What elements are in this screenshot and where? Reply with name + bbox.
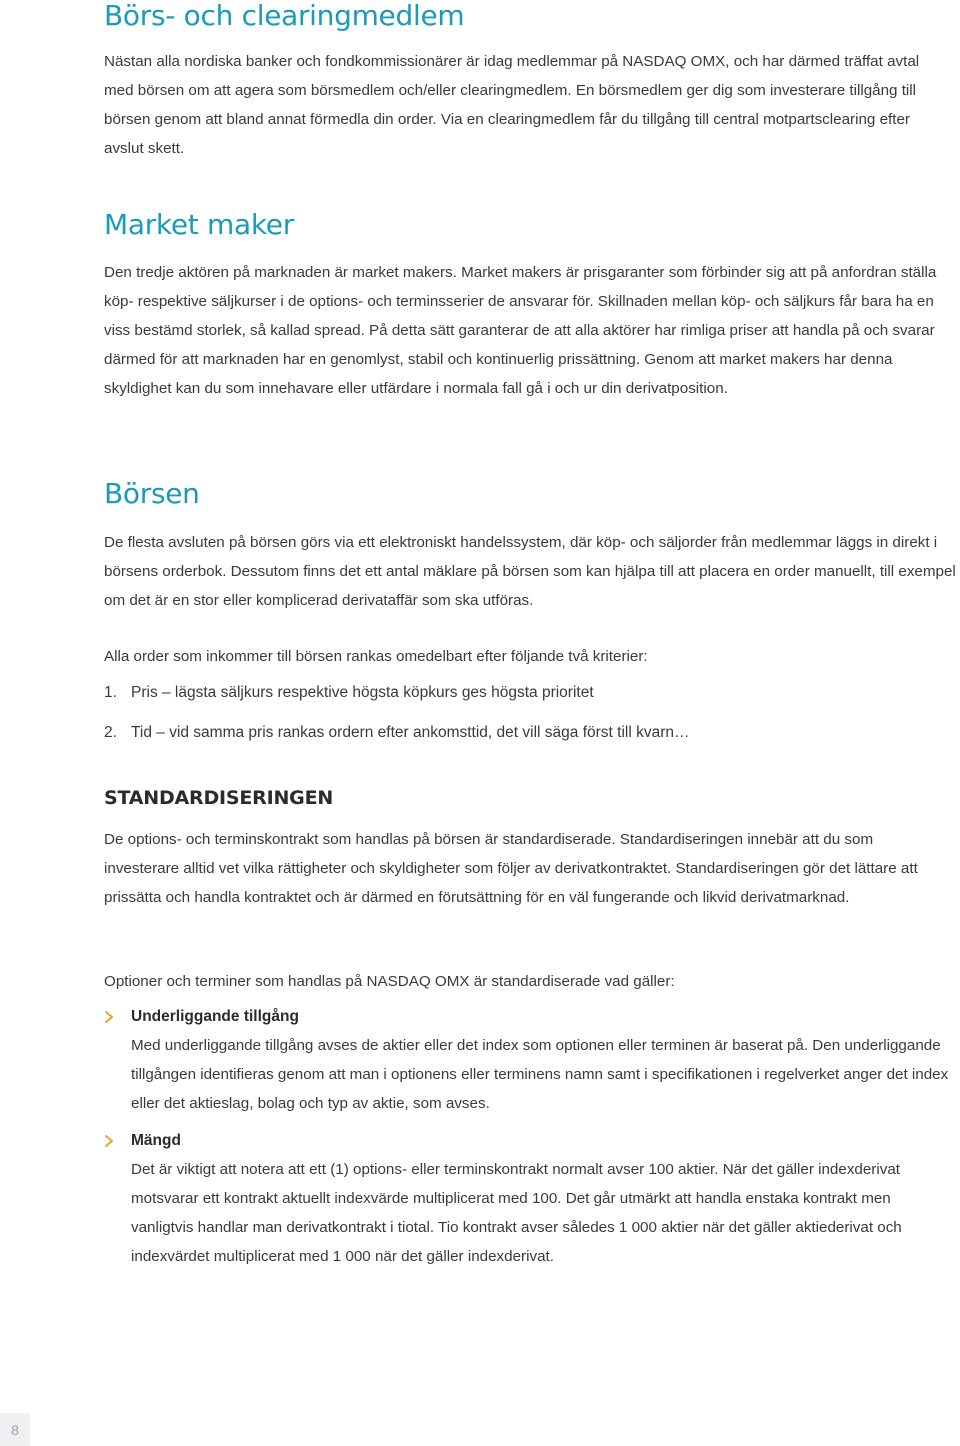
bullet-title: Underliggande tillgång	[131, 1008, 299, 1025]
bullet-item-mangd	[104, 1126, 956, 1271]
criteria-number: 2.	[104, 724, 117, 741]
criteria-item	[104, 718, 954, 747]
criteria-number: 1.	[104, 684, 117, 701]
criteria-item	[104, 678, 954, 707]
section-heading-bors: Börs- och clearingmedlem	[104, 0, 465, 32]
standard-intro: Optioner och terminer som handlas på NASDAQ OMX är standardiserade vad gäller:	[104, 973, 675, 990]
section-heading-market-maker: Market maker	[104, 208, 294, 241]
criteria-text: Pris – lägsta säljkurs respektive högsta köpkurs ges högsta prioritet	[131, 684, 594, 701]
criteria-intro: Alla order som inkommer till börsen rankas omedelbart efter följande två kriterier:	[104, 648, 648, 665]
bullet-item-underliggande	[104, 1002, 956, 1118]
bullet-title: Mängd	[131, 1132, 181, 1149]
bullet-text: Det är viktigt att notera att ett (1) options- eller terminskontrakt normalt avser 100 aktier. När det gäller indexderivat motsvarar ett kontrakt aktuellt indexvärde multiplicerat med 100. Det går utmärkt att handla enstaka kontrakt men vanligtvis handlar man derivatkontrakt i tiotal. Tio kontrakt avser således 1 000 aktier när det gäller aktiederivat och indexvärdet multiplicerat med 1 000 när det gäller indexderivat.	[131, 1161, 902, 1265]
section-heading-standard: STANDARDISERINGEN	[104, 787, 334, 809]
section-text-market-maker: Den tredje aktören på marknaden är market makers. Market makers är prisgaranter som förbinder sig att på anfordran ställa köp- respektive säljkurser i de options- och terminsserier de ansvarar för. Skillnaden mellan köp- och säljkurs får bara ha en viss bestämd storlek, så kallad spread. På detta sätt garanterar de att alla aktörer har rimliga priser att handla på och svarar därmed för att marknaden har en genomlyst, stabil och kontinuerlig prissättning. Genom att market makers har denna skyldighet kan du som innehavare eller utfärdare i normala fall gå i och ur din derivatposition.	[104, 264, 937, 397]
chevron-right-icon	[104, 1126, 131, 1155]
section-text-standard: De options- och terminskontrakt som handlas på börsen är standardiserade. Standardiseringen innebär att du som investerare alltid vet vilka rättigheter och skyldigheter som följer av derivatkontraktet. Standardiseringen gör det lättare att prissätta och handla kontraktet och är därmed en förutsättning för en väl fungerande och likvid derivatmarknad.	[104, 831, 918, 906]
bullet-text: Med underliggande tillgång avses de aktier eller det index som optionen eller terminen är baserat på. Den underliggande tillgången identifieras genom att man i optionens eller terminens namn samt i specifikationen i regelverket anger det index eller det aktieslag, bolag och typ av aktie, som avses.	[131, 1037, 949, 1112]
page-number: 8	[0, 1413, 30, 1446]
criteria-text: Tid – vid samma pris rankas ordern efter ankomsttid, det vill säga först till kvarn…	[131, 724, 690, 741]
section-text-bors: Nästan alla nordiska banker och fondkommissionärer är idag medlemmar på NASDAQ OMX, och har därmed träffat avtal med börsen om att agera som börsmedlem och/eller clearingmedlem. En börsmedlem ger dig som investerare tillgång till börsen genom att bland annat förmedla din order. Via en clearingmedlem får du tillgång till central motpartsclearing efter avslut skett.	[104, 53, 920, 157]
section-heading-borsen: Börsen	[104, 477, 200, 510]
section-text-borsen: De flesta avsluten på börsen görs via ett elektroniskt handelssystem, där köp- och säljorder från medlemmar läggs in direkt i börsens orderbok. Dessutom finns det ett antal mäklare på börsen som kan hjälpa till att placera en order manuellt, till exempel om det är en stor eller komplicerad derivataffär som ska utföras.	[104, 534, 956, 609]
chevron-right-icon	[104, 1002, 131, 1031]
